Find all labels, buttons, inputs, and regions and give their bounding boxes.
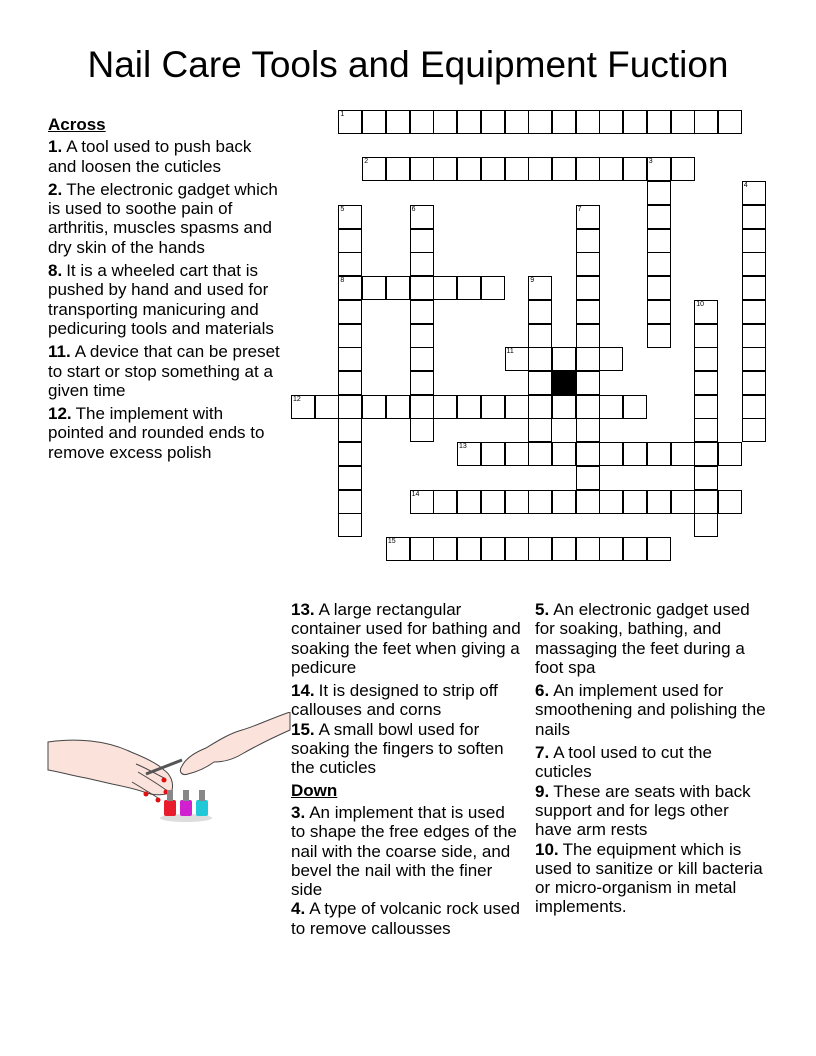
grid-cell[interactable] <box>576 252 600 276</box>
grid-cell[interactable] <box>742 181 766 205</box>
grid-cell[interactable] <box>623 110 647 134</box>
grid-cell[interactable] <box>718 490 742 514</box>
clue-number: 6. <box>535 681 550 701</box>
grid-cell[interactable] <box>505 395 529 419</box>
grid-cell[interactable] <box>410 205 434 229</box>
grid-cell[interactable] <box>386 537 410 561</box>
grid-cell[interactable] <box>433 490 457 514</box>
clue-number: 10. <box>535 839 559 859</box>
cell-number: 13 <box>459 443 467 451</box>
grid-cell[interactable] <box>552 490 576 514</box>
nail-polish-dot-4 <box>144 792 149 797</box>
grid-cell[interactable] <box>481 276 505 300</box>
cell-number: 12 <box>293 395 301 403</box>
grid-cell[interactable] <box>338 205 362 229</box>
grid-cell[interactable] <box>457 537 481 561</box>
manicure-illustration <box>46 712 292 824</box>
clue-number: 7. <box>535 743 550 763</box>
page-title: Nail Care Tools and Equipment Fuction <box>87 44 729 85</box>
grid-cell[interactable] <box>362 395 386 419</box>
grid-cell[interactable] <box>410 276 434 300</box>
grid-cell[interactable] <box>694 300 718 324</box>
grid-cell[interactable] <box>671 110 695 134</box>
across-clues <box>48 115 280 466</box>
grid-cell[interactable] <box>338 276 362 300</box>
grid-cell[interactable] <box>647 252 671 276</box>
continued-clues <box>291 600 523 942</box>
grid-cell[interactable] <box>694 490 718 514</box>
grid-cell[interactable] <box>528 442 552 466</box>
grid-cell[interactable] <box>576 276 600 300</box>
grid-cell[interactable] <box>576 300 600 324</box>
grid-cell[interactable] <box>694 513 718 537</box>
grid-cell[interactable] <box>410 490 434 514</box>
grid-cell[interactable] <box>576 157 600 181</box>
grid-cell[interactable] <box>410 395 434 419</box>
clue-text: A device that can be preset to start or stop something at a given time <box>48 342 280 400</box>
grid-cell[interactable] <box>694 418 718 442</box>
clue-text: A large rectangular container used for bathing and soaking the feet when giving a pedicure <box>291 600 521 677</box>
cell-number: 9 <box>530 277 535 284</box>
grid-cell[interactable] <box>338 252 362 276</box>
grid-cell[interactable] <box>457 395 481 419</box>
grid-cell[interactable] <box>338 229 362 253</box>
grid-cell[interactable] <box>576 205 600 229</box>
grid-cell[interactable] <box>505 537 529 561</box>
grid-cell[interactable] <box>576 229 600 253</box>
cell-number: 6 <box>411 205 416 213</box>
grid-cell[interactable] <box>552 395 576 419</box>
grid-cell[interactable] <box>694 371 718 395</box>
clue-text: The implement with pointed and rounded ends to remove excess polish <box>48 404 265 462</box>
grid-cell[interactable] <box>718 110 742 134</box>
grid-cell[interactable] <box>599 157 623 181</box>
grid-cell[interactable] <box>481 110 505 134</box>
grid-cell[interactable] <box>599 110 623 134</box>
grid-cell[interactable] <box>599 347 623 371</box>
grid-cell[interactable] <box>647 300 671 324</box>
grid-cell[interactable] <box>386 157 410 181</box>
grid-cell[interactable] <box>742 395 766 419</box>
cell-number: 10 <box>696 300 704 308</box>
red-bottle <box>164 800 176 816</box>
clue-text: An implement that is used to shape the free edges of the nail with the coarse side, and bevel the nail with the finer side <box>291 802 517 900</box>
nail-polish-dot-1 <box>162 778 167 783</box>
grid-cell[interactable] <box>742 347 766 371</box>
grid-cell[interactable] <box>410 229 434 253</box>
grid-cell[interactable] <box>576 324 600 348</box>
clue-down-5 <box>535 600 770 677</box>
cell-number: 14 <box>411 490 420 498</box>
clue-across-12 <box>48 404 280 462</box>
grid-cell[interactable] <box>623 157 647 181</box>
grid-cell[interactable] <box>671 157 695 181</box>
grid-cell[interactable] <box>742 371 766 395</box>
grid-cell[interactable] <box>552 537 576 561</box>
grid-cell[interactable] <box>410 537 434 561</box>
grid-cell[interactable] <box>599 442 623 466</box>
grid-cell[interactable] <box>386 110 410 134</box>
cell-number: 3 <box>648 158 653 166</box>
clue-number: 9. <box>535 781 550 801</box>
clue-number: 15. <box>291 719 315 739</box>
clue-number: 3. <box>291 802 306 822</box>
clue-text: The equipment which is used to sanitize or kill bacteria or micro-organism in metal implements. <box>535 839 763 917</box>
grid-cell[interactable] <box>505 157 529 181</box>
clue-number: 14. <box>291 681 315 701</box>
grid-cell[interactable] <box>338 466 362 490</box>
cell-number: 4 <box>743 182 748 190</box>
grid-cell[interactable] <box>362 110 386 134</box>
clue-number: 11. <box>48 342 71 362</box>
grid-cell[interactable] <box>623 537 647 561</box>
grid-cell[interactable] <box>647 157 671 181</box>
clue-number: 4. <box>291 899 306 919</box>
grid-cell[interactable] <box>647 110 671 134</box>
grid-cell[interactable] <box>362 276 386 300</box>
down-clues <box>535 600 770 921</box>
grid-cell[interactable] <box>505 442 529 466</box>
grid-cell[interactable] <box>433 157 457 181</box>
grid-cell[interactable] <box>528 490 552 514</box>
clue-number: 8. <box>48 261 63 281</box>
grid-cell[interactable] <box>410 371 434 395</box>
grid-cell[interactable] <box>338 513 362 537</box>
grid-cell[interactable] <box>647 205 671 229</box>
grid-cell[interactable] <box>528 537 552 561</box>
grid-cell[interactable] <box>576 395 600 419</box>
cell-number: 11 <box>506 348 514 356</box>
grid-cell[interactable] <box>576 490 600 514</box>
grid-cell[interactable] <box>694 324 718 348</box>
clue-across-1 <box>48 137 280 176</box>
clue-text: A type of volcanic rock used to remove callousses <box>291 899 520 938</box>
clue-across-8 <box>48 261 280 338</box>
grid-cell[interactable] <box>457 276 481 300</box>
clue-number: 13. <box>291 600 315 619</box>
grid-cell[interactable] <box>410 252 434 276</box>
grid-cell[interactable] <box>528 157 552 181</box>
grid-cell[interactable] <box>315 395 339 419</box>
grid-cell[interactable] <box>742 205 766 229</box>
grid-cell[interactable] <box>362 157 386 181</box>
grid-cell[interactable] <box>552 347 576 371</box>
grid-cell[interactable] <box>694 395 718 419</box>
grid-cell[interactable] <box>647 490 671 514</box>
grid-cell[interactable] <box>552 110 576 134</box>
red-bottle-cap <box>167 790 173 801</box>
grid-cell[interactable] <box>599 490 623 514</box>
grid-cell[interactable] <box>647 442 671 466</box>
grid-cell[interactable] <box>505 110 529 134</box>
grid-cell[interactable] <box>433 110 457 134</box>
grid-cell[interactable] <box>528 395 552 419</box>
grid-cell[interactable] <box>481 395 505 419</box>
grid-cell[interactable] <box>599 395 623 419</box>
grid-cell[interactable] <box>694 347 718 371</box>
clue-number: 1. <box>48 137 63 157</box>
clue-down-7 <box>535 743 770 782</box>
clue-across-2 <box>48 180 280 257</box>
grid-cell[interactable] <box>528 371 552 395</box>
grid-cell[interactable] <box>694 442 718 466</box>
grid-cell[interactable] <box>576 371 600 395</box>
clue-across-11 <box>48 342 280 400</box>
grid-cell[interactable] <box>742 418 766 442</box>
grid-cell[interactable] <box>433 276 457 300</box>
grid-cell[interactable] <box>647 181 671 205</box>
grid-cell[interactable] <box>410 300 434 324</box>
clue-text: A tool used to push back and loosen the cuticles <box>48 137 252 176</box>
grid-cell[interactable] <box>671 490 695 514</box>
magenta-bottle <box>180 800 192 816</box>
grid-cell[interactable] <box>599 537 623 561</box>
left-hand-arm <box>48 740 173 795</box>
grid-cell[interactable] <box>576 466 600 490</box>
clue-down-9 <box>535 782 770 840</box>
grid-cell[interactable] <box>457 442 481 466</box>
grid-cell[interactable] <box>505 347 529 371</box>
grid-cell[interactable] <box>718 442 742 466</box>
cyan-bottle <box>196 800 208 816</box>
grid-cell[interactable] <box>742 300 766 324</box>
grid-cell[interactable] <box>742 229 766 253</box>
down-heading: Down <box>291 780 338 800</box>
clue-down-6 <box>535 681 770 739</box>
grid-cell[interactable] <box>410 324 434 348</box>
grid-cell[interactable] <box>623 395 647 419</box>
grid-cell[interactable] <box>742 324 766 348</box>
grid-cell[interactable] <box>433 395 457 419</box>
black-square <box>552 371 576 395</box>
grid-cell[interactable] <box>410 418 434 442</box>
polish-bottles <box>160 790 212 822</box>
cell-number: 7 <box>577 205 582 213</box>
grid-cell[interactable] <box>528 110 552 134</box>
grid-cell[interactable] <box>386 395 410 419</box>
grid-cell[interactable] <box>481 490 505 514</box>
grid-cell[interactable] <box>694 466 718 490</box>
grid-cell[interactable] <box>528 300 552 324</box>
grid-cell[interactable] <box>742 252 766 276</box>
grid-cell[interactable] <box>623 442 647 466</box>
grid-cell[interactable] <box>528 276 552 300</box>
magenta-bottle-cap <box>183 790 189 801</box>
grid-cell[interactable] <box>410 110 434 134</box>
grid-cell[interactable] <box>457 157 481 181</box>
clue-down-3 <box>291 803 523 899</box>
grid-cell[interactable] <box>552 157 576 181</box>
grid-cell[interactable] <box>576 418 600 442</box>
clue-down-10 <box>535 840 770 917</box>
clue-text: A small bowl used for soaking the fingers to soften the cuticles <box>291 719 504 778</box>
grid-cell[interactable] <box>576 347 600 371</box>
grid-cell[interactable] <box>457 490 481 514</box>
grid-cell[interactable] <box>576 110 600 134</box>
clue-across-14 <box>291 681 523 720</box>
clue-across-13 <box>291 600 523 677</box>
cell-number: 15 <box>387 538 396 545</box>
grid-cell[interactable] <box>694 110 718 134</box>
grid-cell[interactable] <box>528 418 552 442</box>
grid-cell[interactable] <box>386 276 410 300</box>
clue-text: These are seats with back support and for legs other have arm rests <box>535 781 751 840</box>
grid-cell[interactable] <box>410 347 434 371</box>
clue-text: A tool used to cut the cuticles <box>535 743 712 782</box>
clue-number: 12. <box>48 404 72 424</box>
grid-cell[interactable] <box>576 537 600 561</box>
grid-cell[interactable] <box>576 442 600 466</box>
clue-text: The electronic gadget which is used to soothe pain of arthritis, muscles spasms and dry skin of the hands <box>48 179 278 257</box>
grid-cell[interactable] <box>647 324 671 348</box>
cyan-bottle-cap <box>199 790 205 801</box>
grid-cell[interactable] <box>505 490 529 514</box>
grid-cell[interactable] <box>338 347 362 371</box>
grid-cell[interactable] <box>528 347 552 371</box>
grid-cell[interactable] <box>742 276 766 300</box>
clue-number: 5. <box>535 600 550 619</box>
cell-number: 5 <box>340 205 345 213</box>
grid-cell[interactable] <box>338 395 362 419</box>
cell-number: 2 <box>364 158 369 166</box>
clue-number: 2. <box>48 179 63 199</box>
nail-polish-dot-3 <box>156 798 161 803</box>
grid-cell[interactable] <box>481 537 505 561</box>
grid-cell[interactable] <box>338 371 362 395</box>
grid-cell[interactable] <box>671 442 695 466</box>
grid-cell[interactable] <box>338 442 362 466</box>
grid-cell[interactable] <box>552 442 576 466</box>
grid-cell[interactable] <box>647 537 671 561</box>
grid-cell[interactable] <box>410 157 434 181</box>
grid-cell[interactable] <box>338 110 362 134</box>
grid-cell[interactable] <box>481 442 505 466</box>
grid-cell[interactable] <box>338 300 362 324</box>
clue-text: An implement used for smoothening and polishing the nails <box>535 681 766 739</box>
grid-cell[interactable] <box>647 276 671 300</box>
across-heading: Across <box>48 115 106 134</box>
grid-cell[interactable] <box>457 110 481 134</box>
clue-text: It is designed to strip off callouses and corns <box>291 681 498 720</box>
clue-across-15 <box>291 720 523 778</box>
grid-cell[interactable] <box>647 229 671 253</box>
cell-number: 8 <box>340 277 345 284</box>
grid-cell[interactable] <box>623 490 647 514</box>
grid-cell[interactable] <box>338 490 362 514</box>
grid-cell[interactable] <box>528 324 552 348</box>
clue-text: An electronic gadget used for soaking, bathing, and massaging the feet during a foot spa <box>535 600 750 677</box>
clue-text: It is a wheeled cart that is pushed by hand and used for transporting manicuring and pedicuring tools and materials <box>48 261 274 338</box>
grid-cell[interactable] <box>433 537 457 561</box>
clue-down-4 <box>291 899 523 938</box>
grid-cell[interactable] <box>338 324 362 348</box>
right-hand-arm <box>180 712 290 775</box>
grid-cell[interactable] <box>338 418 362 442</box>
grid-cell[interactable] <box>481 157 505 181</box>
cell-number: 1 <box>340 111 345 118</box>
grid-cell[interactable] <box>291 395 315 419</box>
